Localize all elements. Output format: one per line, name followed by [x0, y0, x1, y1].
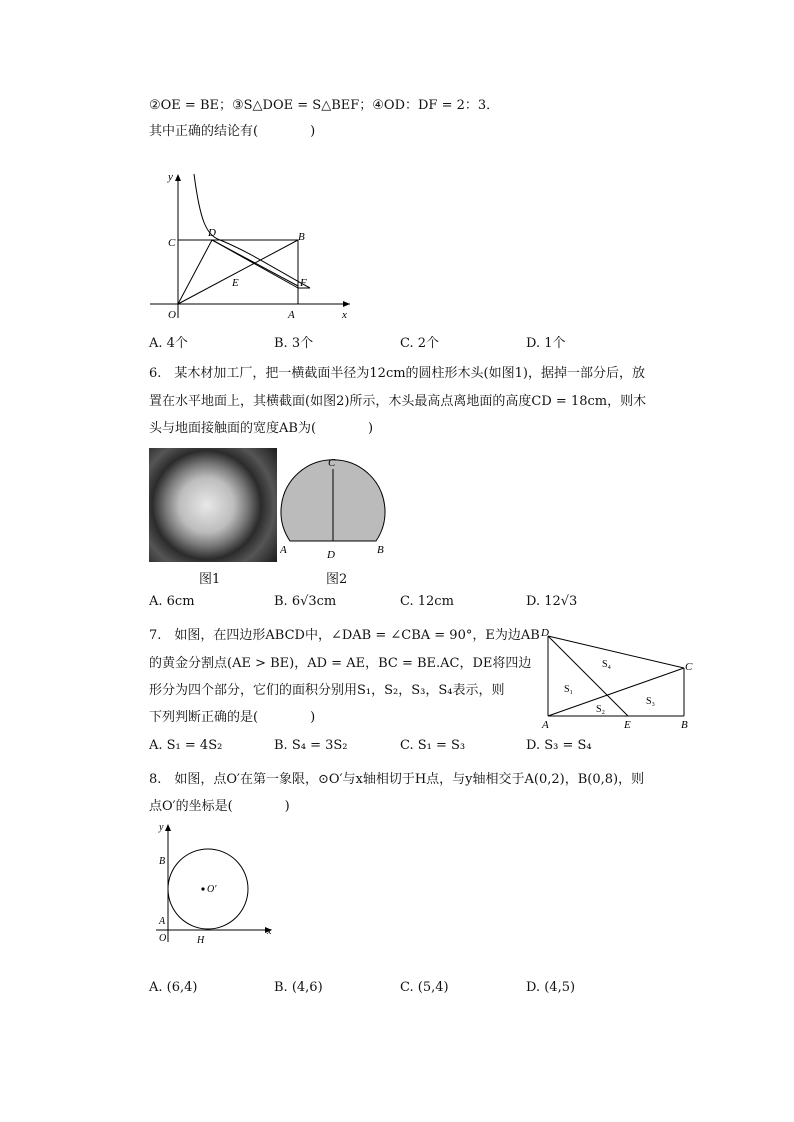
- q5-option-b[interactable]: B. 3个: [274, 336, 314, 351]
- q7-label-d: D: [541, 627, 549, 639]
- q6-label-d: D: [327, 549, 335, 561]
- q6-caption-1: 图1: [199, 572, 221, 587]
- q5-label-d: D: [208, 227, 216, 239]
- q7-text-1: 7. 如图，在四边形ABCD中，∠DAB = ∠CBA = 90°，E为边AB: [149, 628, 540, 643]
- q5-label-y: y: [168, 171, 173, 183]
- q6-option-d[interactable]: D. 12√3: [526, 594, 578, 609]
- q5-label-o: O: [168, 309, 176, 321]
- q5-figure: [150, 170, 360, 325]
- q6-text-1: 6. 某木材加工厂，把一横截面半径为12cm的圆柱形木头(如图1)，据掉一部分后，放: [149, 366, 645, 381]
- q8-label-x: x: [267, 926, 272, 937]
- q7-option-b[interactable]: B. S₄ = 3S₂: [274, 738, 348, 753]
- q5-conditions: ②OE = BE；③S△DOE = S△BEF；④OD：DF = 2：3．: [149, 98, 500, 113]
- q8-option-b[interactable]: B. (4,6): [274, 980, 323, 995]
- q6-label-b: B: [377, 544, 384, 556]
- q6-option-c[interactable]: C. 12cm: [400, 594, 454, 609]
- q8-label-o: O: [159, 933, 167, 944]
- q5-label-f: F: [300, 277, 307, 289]
- q5-label-b: B: [298, 231, 305, 243]
- q7-label-b: B: [681, 719, 688, 731]
- q8-option-a[interactable]: A. (6,4): [149, 980, 198, 995]
- q7-text-2: 的黄金分割点(AE > BE)，AD = AE，BC = BE.AC，DE将四边: [149, 656, 532, 671]
- q7-label-e: E: [624, 719, 631, 731]
- q7-label-s1: S₁: [564, 684, 574, 695]
- q5-option-d[interactable]: D. 1个: [526, 336, 566, 351]
- q7-text-4: 下列判断正确的是( ): [149, 710, 316, 725]
- q7-label-a: A: [542, 719, 549, 731]
- q8-figure: [152, 820, 282, 950]
- q8-label-y: y: [159, 822, 164, 833]
- q6-label-a: A: [280, 544, 287, 556]
- q7-text-3: 形分为四个部分，它们的面积分别用S₁，S₂，S₃，S₄表示，则: [149, 683, 505, 698]
- q7-option-a[interactable]: A. S₁ = 4S₂: [149, 738, 223, 753]
- q5-option-c[interactable]: C. 2个: [400, 336, 440, 351]
- q7-label-s2: S₂: [596, 704, 606, 715]
- q5-label-x: x: [342, 309, 347, 321]
- q5-prompt: 其中正确的结论有( ): [149, 124, 316, 139]
- q6-caption-2: 图2: [326, 572, 348, 587]
- q7-figure: [538, 626, 698, 734]
- q8-text-2: 点O′的坐标是( ): [149, 799, 290, 814]
- q6-log-photo: [149, 448, 277, 562]
- q6-figure: [280, 455, 395, 565]
- q5-option-a[interactable]: A. 4个: [149, 336, 188, 351]
- q6-option-b[interactable]: B. 6√3cm: [274, 594, 337, 609]
- q8-label-a: A: [159, 916, 166, 927]
- q7-option-d[interactable]: D. S₃ = S₄: [526, 738, 592, 753]
- q5-label-a: A: [288, 309, 295, 321]
- q6-label-c: C: [328, 457, 336, 469]
- q7-label-c: C: [685, 661, 693, 673]
- q6-option-a[interactable]: A. 6cm: [149, 594, 195, 609]
- q7-label-s4: S₄: [602, 659, 612, 670]
- q7-label-s3: S₃: [646, 696, 656, 707]
- q5-label-c: C: [168, 237, 176, 249]
- q8-option-d[interactable]: D. (4,5): [526, 980, 576, 995]
- q8-label-b: B: [159, 856, 166, 867]
- q6-text-3: 头与地面接触面的宽度AB为( ): [149, 421, 374, 436]
- q8-option-c[interactable]: C. (5,4): [400, 980, 449, 995]
- q6-text-2: 置在水平地面上，其横截面(如图2)所示，木头最高点离地面的高度CD = 18cm，则木: [149, 394, 647, 409]
- q8-text-1: 8. 如图，点O′在第一象限，⊙O′与x轴相切于H点，与y轴相交于A(0,2)，B(0,8)，则: [149, 772, 645, 787]
- q5-label-e: E: [232, 277, 239, 289]
- q8-label-center: O′: [207, 884, 217, 895]
- q7-option-c[interactable]: C. S₁ = S₃: [400, 738, 466, 753]
- q8-label-h: H: [197, 935, 205, 946]
